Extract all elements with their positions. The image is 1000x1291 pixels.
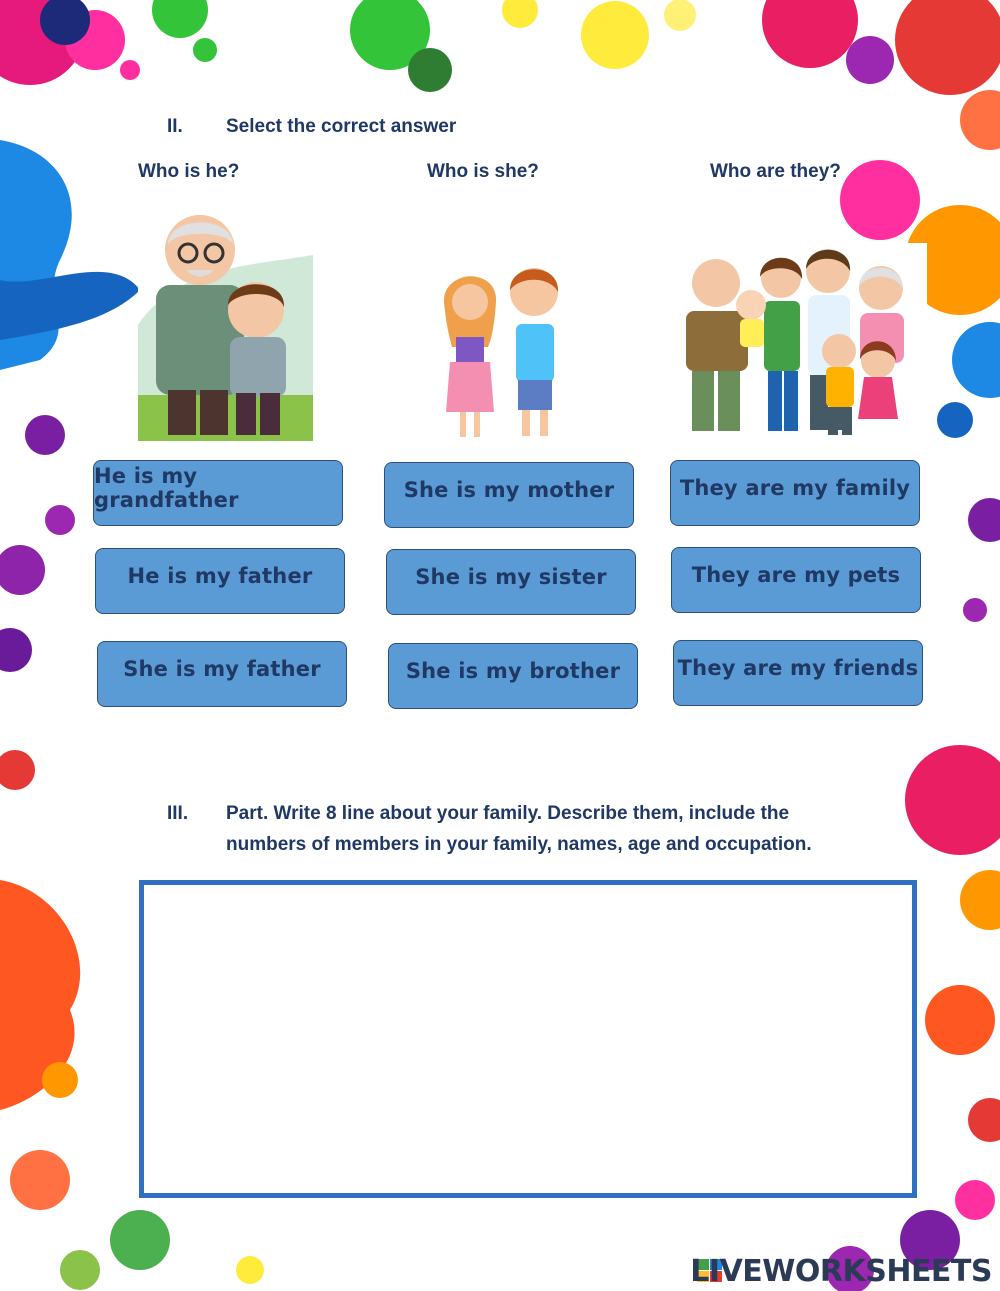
answer-q3-option-2[interactable] <box>671 547 921 613</box>
sister-brother-picture <box>438 262 570 444</box>
answer-label: He is my father <box>127 564 313 588</box>
answer-q1-option-3[interactable] <box>97 641 347 707</box>
answer-q3-option-1[interactable] <box>670 460 920 526</box>
question-title-2: Who is she? <box>427 161 539 182</box>
answer-label: She is my brother <box>405 659 621 683</box>
answer-label: They are my family <box>679 476 911 500</box>
section-number: II. <box>167 116 183 137</box>
answer-q2-option-1[interactable] <box>384 462 634 528</box>
section-instruction: Select the correct answer <box>226 116 457 137</box>
answer-label: They are my friends <box>677 656 919 680</box>
question-title-1: Who is he? <box>138 161 240 182</box>
grandfather-boy-picture <box>138 205 313 441</box>
family-group-picture <box>656 243 927 445</box>
answer-label: She is my mother <box>403 478 615 502</box>
answer-label: She is my father <box>123 657 321 681</box>
family-description-textarea[interactable] <box>139 880 917 1198</box>
liveworksheets-brand: LIVEWORKSHEETS <box>690 1254 992 1289</box>
answer-q2-option-3[interactable] <box>388 643 638 709</box>
answer-q2-option-2[interactable] <box>386 549 636 615</box>
section3-line-1: Part. Write 8 line about your family. Describe them, include the <box>226 803 790 824</box>
answer-label: She is my sister <box>415 565 607 589</box>
answer-q3-option-3[interactable] <box>673 640 923 706</box>
answer-label: He is my grandfather <box>94 464 239 512</box>
section3-number: III. <box>167 803 189 824</box>
answer-q1-option-2[interactable] <box>95 548 345 614</box>
section3-line-2: numbers of members in your family, names, age and occupation. <box>226 834 812 855</box>
question-title-3: Who are they? <box>710 161 841 182</box>
answer-label: They are my pets <box>691 563 901 587</box>
answer-q1-option-1[interactable] <box>93 460 343 526</box>
